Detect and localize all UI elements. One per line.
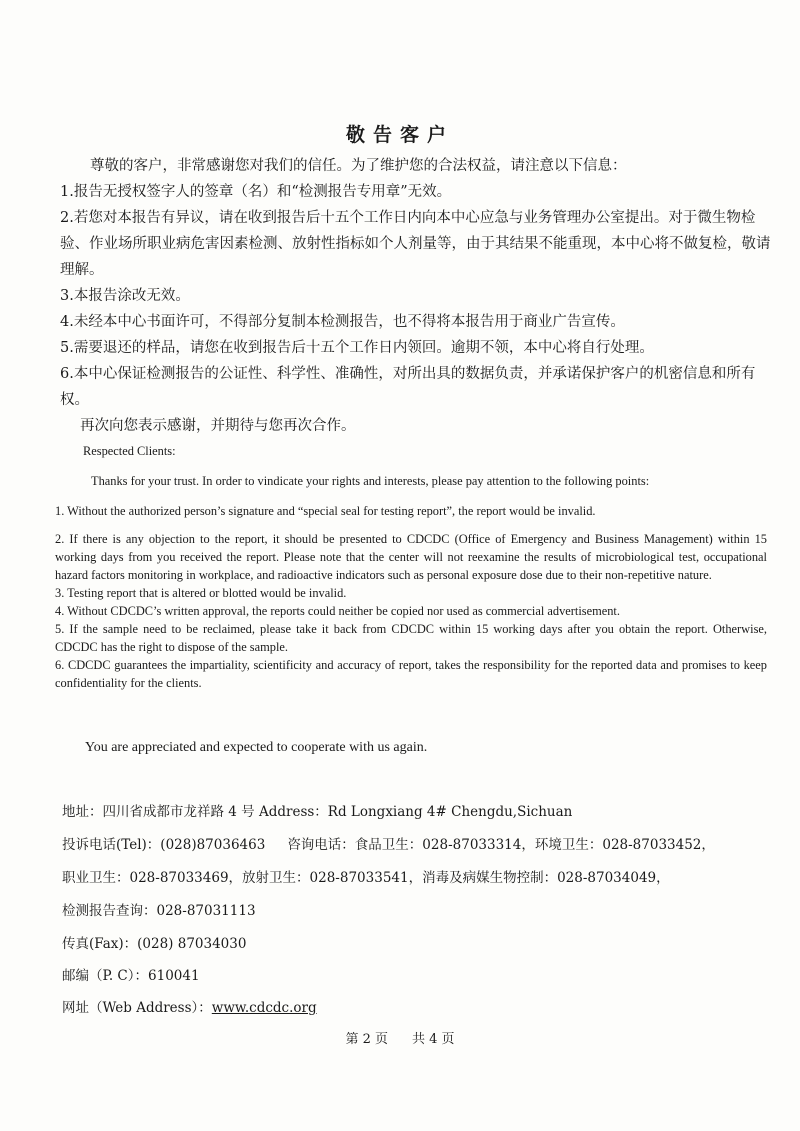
page-number: 第 2 页 — [345, 1032, 388, 1047]
cn-item-2: 2.若您对本报告有异议，请在收到报告后十五个工作日内向本中心应急与业务管理办公室提出。对于微生物检验、作业场所职业病危害因素检测、放射性指标如个人剂量等，由于其结果不能重现，本中心将不做复检，敬请理解。 — [60, 210, 771, 278]
report-query-line: 检测报告查询：028-87031113 — [62, 903, 256, 919]
cn-closing: 再次向您表示感谢，并期待与您再次合作。 — [80, 418, 356, 434]
fax-line: 传真(Fax)：(028) 87034030 — [62, 936, 247, 952]
english-notice — [55, 442, 767, 692]
website-label: 网址（Web Address）： — [62, 1000, 212, 1016]
en-item-4: 4. Without CDCDC’s written approval, the reports could neither be copied nor used as commercial advertisement. — [55, 604, 620, 618]
postcode-line: 邮编（P. C）：610041 — [62, 968, 200, 984]
address-line: 地址：四川省成都市龙祥路 4 号 Address：Rd Longxiang 4# Chengdu,Sichuan — [62, 804, 573, 820]
en-item-2: 2. If there is any objection to the report, it should be presented to CDCDC (Office of Emergency and Business Management) within 15 working days from you received the report. Please note that the center will not reexamine the results of microbiological test, occupational hazard factors monitoring in workplace, and radioactive indicators such as personal exposure dose due to their non-repetitive nature. — [55, 532, 767, 582]
website-link[interactable]: www.cdcdc.org — [211, 1000, 317, 1016]
phone-line — [62, 833, 715, 853]
cn-intro: 尊敬的客户，非常感谢您对我们的信任。为了维护您的合法权益，请注意以下信息： — [90, 158, 627, 174]
cn-item-3: 3.本报告涂改无效。 — [60, 288, 190, 304]
complaint-tel: 投诉电话(Tel)：(028)87036463 — [62, 837, 266, 853]
cn-item-5: 5.需要退还的样品，请您在收到报告后十五个工作日内领回。逾期不领，本中心将自行处理。 — [60, 340, 654, 356]
page-footer — [0, 1028, 800, 1047]
en-salutation: Respected Clients: — [83, 444, 176, 458]
en-item-5: 5. If the sample need to be reclaimed, please take it back from CDCDC within 15 working days after you obtain the report. Otherwise, CDCDC has the right to dispose of the sample. — [55, 622, 767, 654]
page-title: 敬告客户 — [345, 124, 454, 146]
chinese-notice — [60, 153, 772, 439]
cn-item-6: 6.本中心保证检测报告的公证性、科学性、准确性，对所出具的数据负责，并承诺保护客户的机密信息和所有权。 — [60, 366, 756, 408]
en-closing: You are appreciated and expected to cooperate with us again. — [85, 740, 428, 755]
phone-line-2: 职业卫生：028-87033469，放射卫生：028-87033541，消毒及病媒生物控制：028-87034049， — [62, 870, 670, 886]
cn-item-4: 4.未经本中心书面许可，不得部分复制本检测报告，也不得将本报告用于商业广告宣传。 — [60, 314, 625, 330]
en-item-1: 1. Without the authorized person’s signature and “special seal for testing report”, the report would be invalid. — [55, 504, 596, 518]
en-intro: Thanks for your trust. In order to vindicate your rights and interests, please pay attention to the following points: — [91, 474, 650, 488]
consult-tel: 咨询电话：食品卫生：028-87033314，环境卫生：028-87033452， — [287, 837, 715, 853]
page-total: 共 4 页 — [412, 1032, 455, 1047]
website-line — [62, 996, 317, 1016]
en-item-3: 3. Testing report that is altered or blotted would be invalid. — [55, 586, 347, 600]
cn-item-1: 1.报告无授权签字人的签章（名）和“检测报告专用章”无效。 — [60, 184, 452, 200]
en-item-6: 6. CDCDC guarantees the impartiality, scientificity and accuracy of report, takes the responsibility for the reported data and promises to keep confidentiality for the clients. — [55, 658, 767, 690]
